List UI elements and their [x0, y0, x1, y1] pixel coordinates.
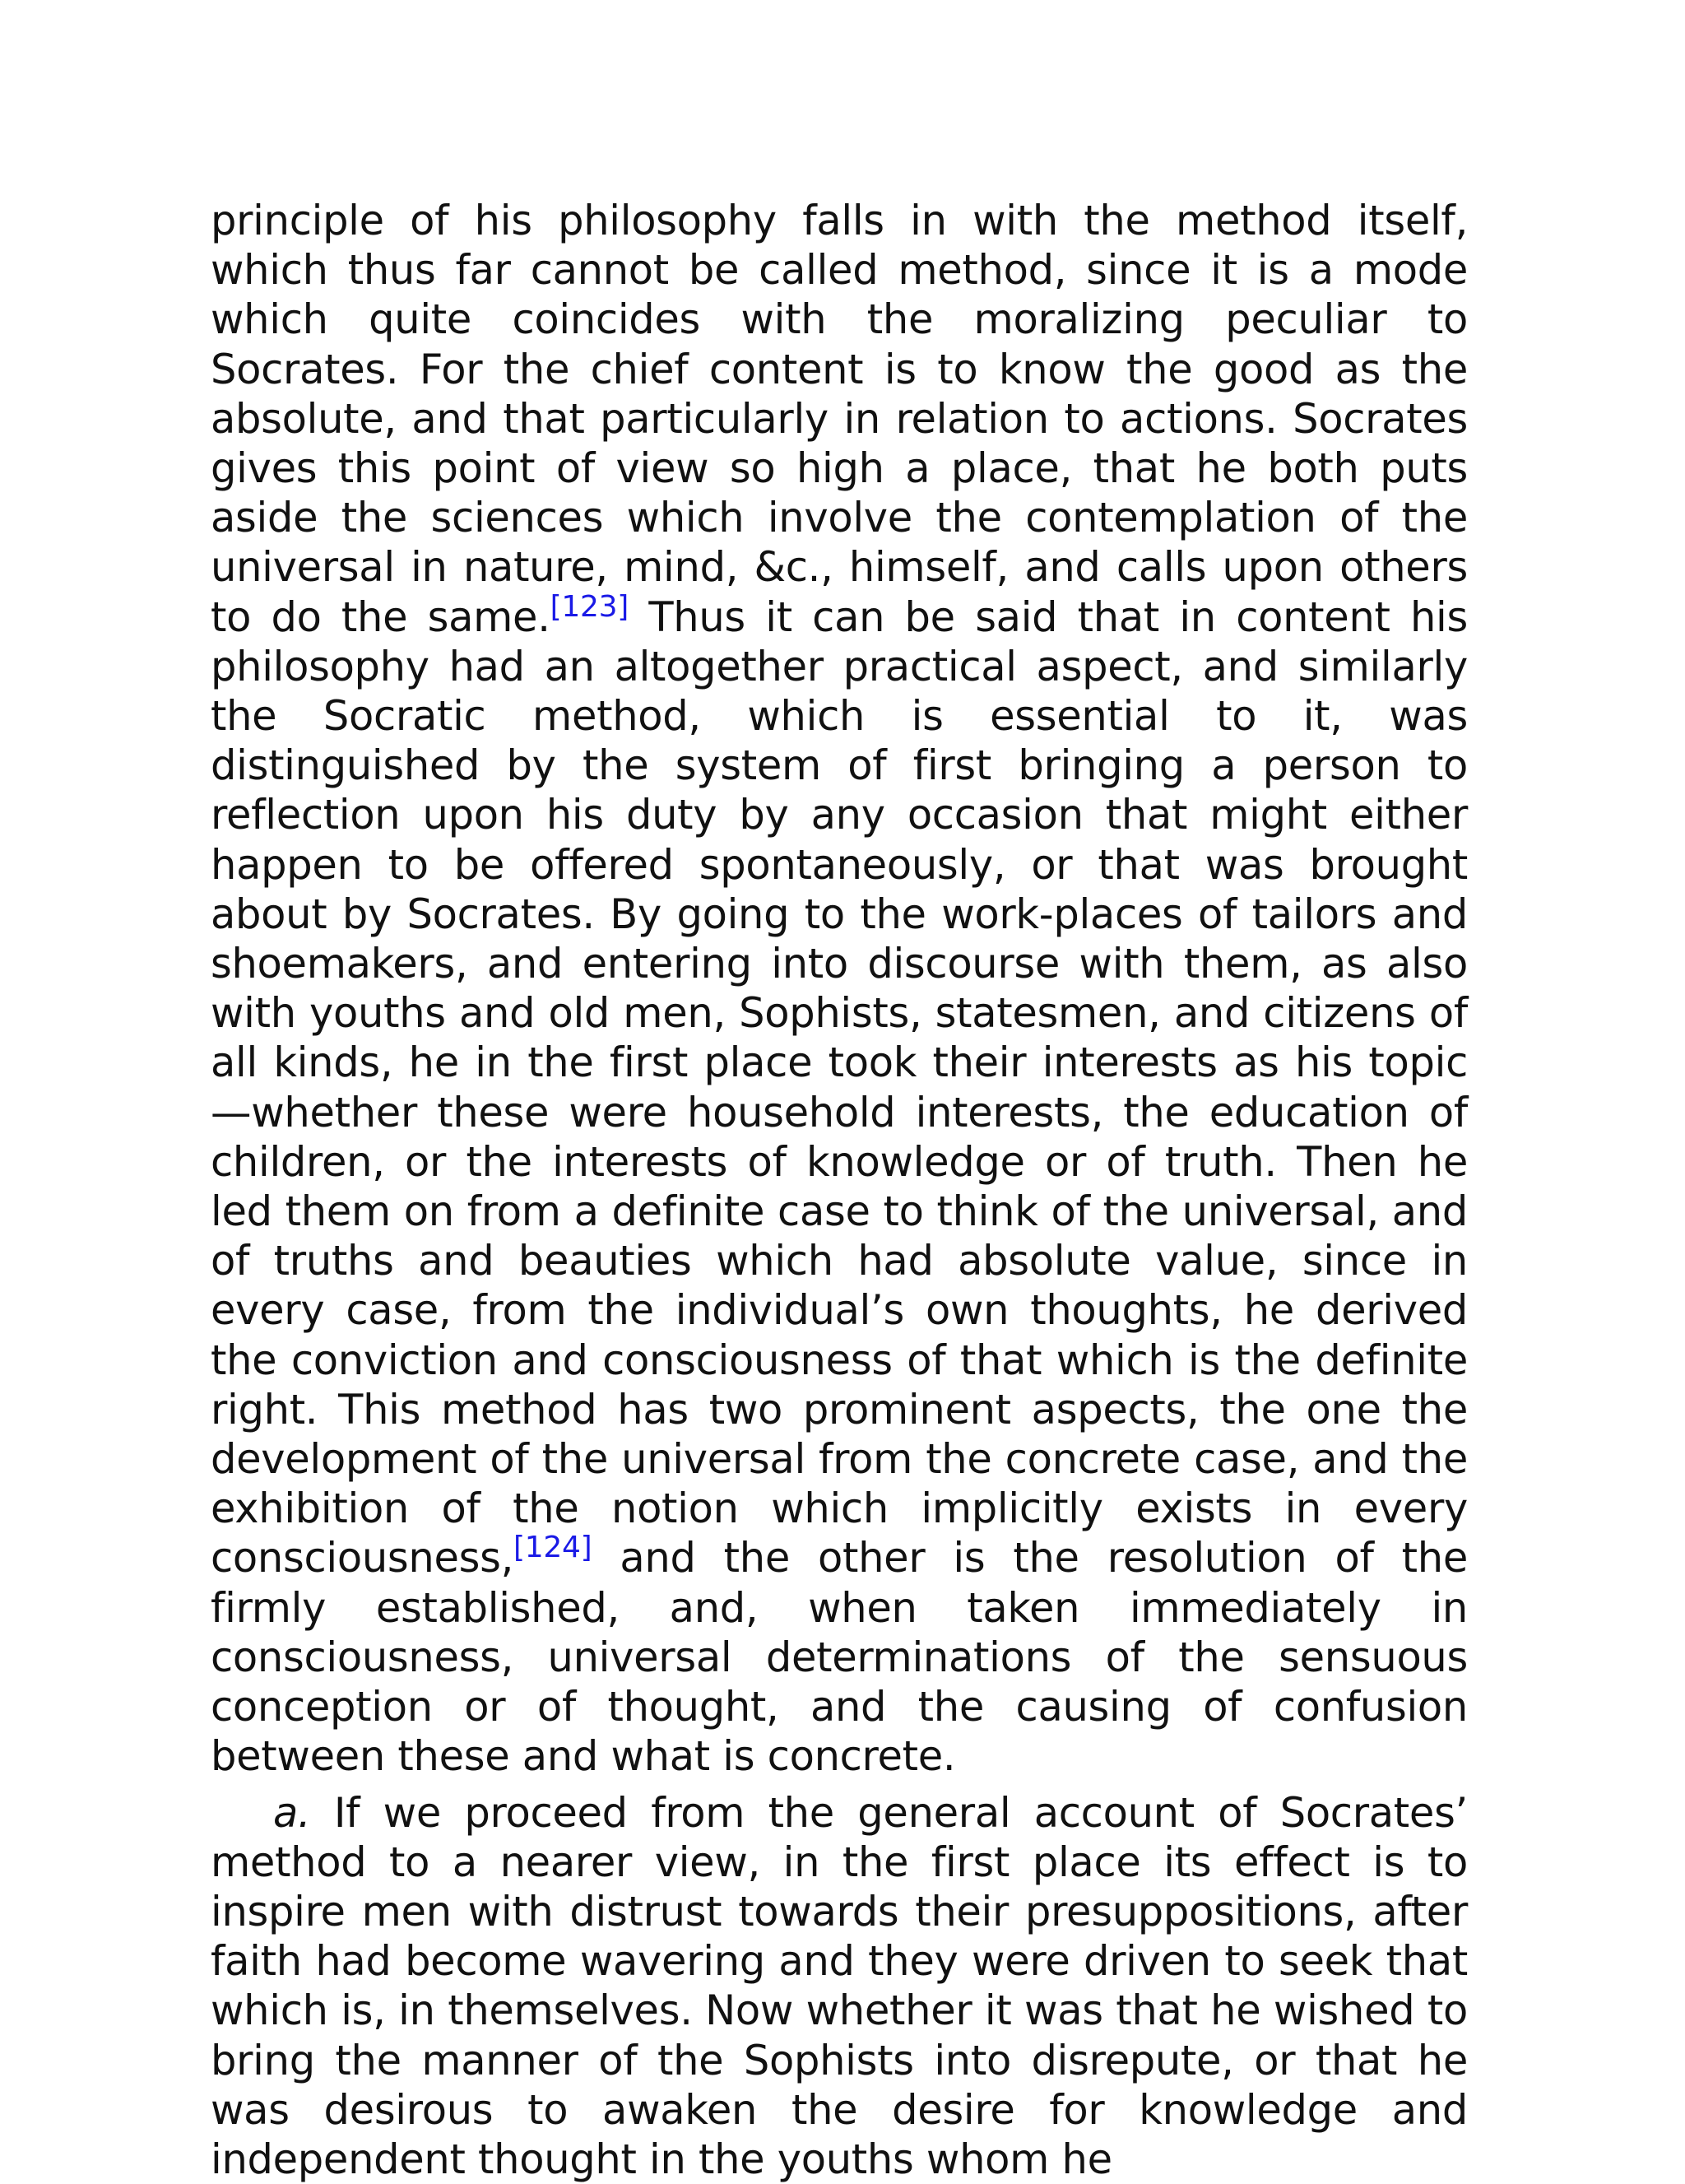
paragraph-text: and the other is the resolution of the firmly established, and, when taken immediately in consciousness, universal determinations of the sensuous conception or of thought, and the causing of confusion between these and what is concrete. — [211, 1534, 1468, 1780]
book-page — [211, 196, 1468, 2184]
paragraph-text: Thus it can be said that in content his philosophy had an altogether practical aspect, and similarly the Socratic method, which is essential to it, was distinguished by the system of first bringing a person to reflection upon his duty by any occasion that might either happen to be offered spontaneously, or that was brought about by Socrates. By going to the work-places of tailors and shoemakers, and entering into discourse with them, as also with youths and old men, Sophists, statesmen, and citizens of all kinds, he in the first place took their interests as his topic—whether these were household interests, the education of children, or the interests of knowledge or of truth. Then he led them on from a definite case to think of the universal, and of truths and beauties which had absolute value, since in every case, from the individual’s own thoughts, he derived the conviction and consciousness of that which is the definite right. This method has two prominent aspects, the one the development of the universal from the concrete case, and the exhibition of the notion which implicitly exists in every consciousness, — [211, 593, 1468, 1582]
paragraph — [211, 196, 1468, 1782]
paragraph-text: If we proceed from the general account of Socrates’ method to a nearer view, in the first place its effect is to inspire men with distrust towards their presuppositions, after faith had become wavering and they were driven to seek that which is, in themselves. Now whether it was that he wished to bring the manner of the Sophists into disrepute, or that he was desirous to awaken the desire for knowledge and independent thought in the youths whom he — [211, 1789, 1468, 2183]
paragraph-text: principle of his philosophy falls in with the method itself, which thus far cannot be called method, since it is a mode which quite coincides with the moralizing peculiar to Socrates. For the chief content is to know the good as the absolute, and that particularly in relation to actions. Socrates gives this point of view so high a place, that he both puts aside the sciences which involve the contemplation of the universal in nature, mind, &c., himself, and calls upon others to do the same. — [211, 197, 1468, 641]
section-label: a. — [273, 1789, 310, 1837]
paragraph — [211, 1788, 1468, 2184]
footnote-link-123[interactable]: [123] — [550, 590, 629, 624]
footnote-link-124[interactable]: [124] — [513, 1531, 592, 1564]
